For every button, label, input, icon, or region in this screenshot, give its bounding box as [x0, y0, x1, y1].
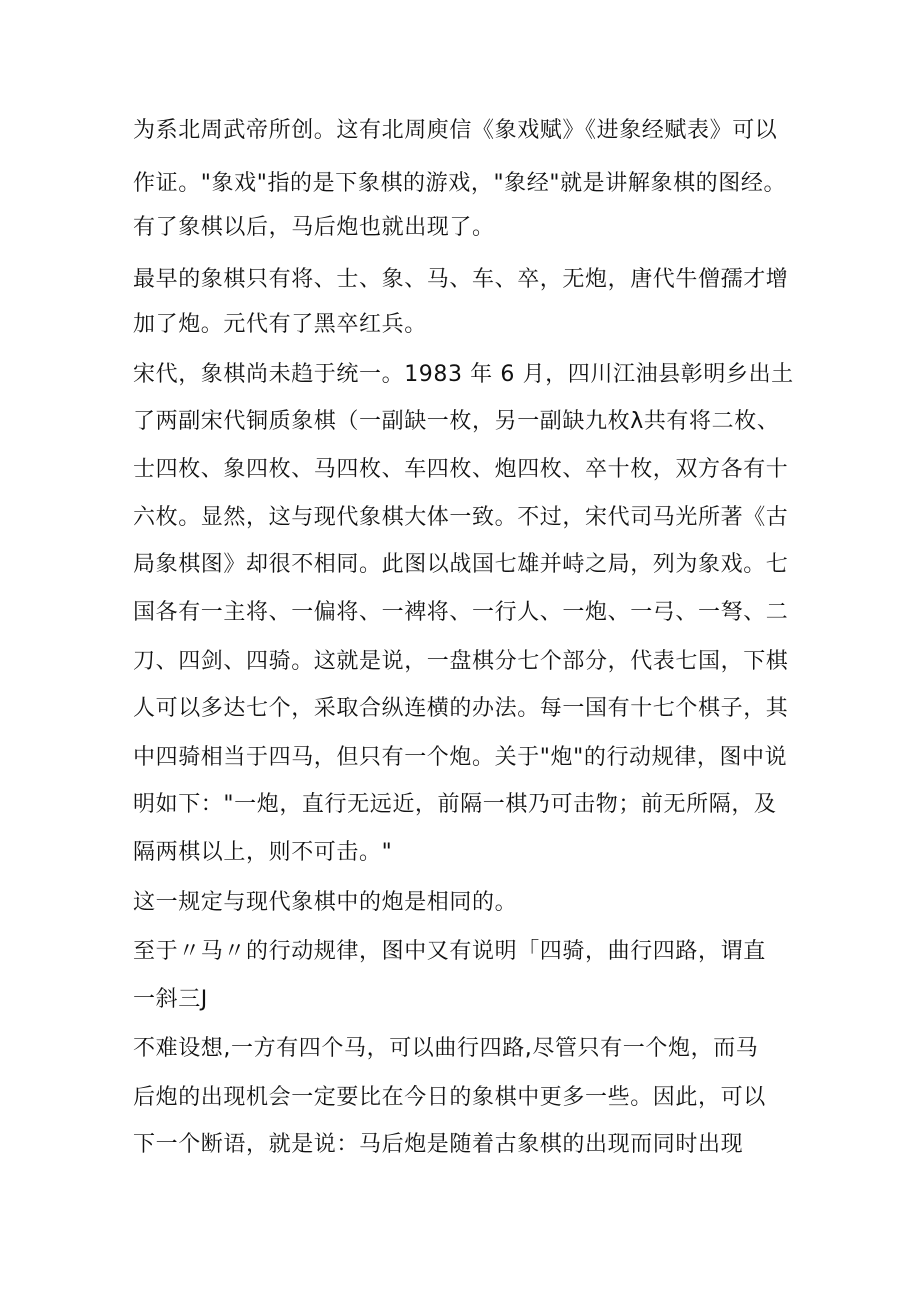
- text-line: 六枚。显然，这与现代象棋大体一致。不过，宋代司马光所著《古: [133, 505, 789, 530]
- text-line: 不难设想,一方有四个马，可以曲行四路,尽管只有一个炮，而马: [133, 1036, 759, 1061]
- text-line: 一斜三J: [133, 987, 208, 1012]
- text-line: 最早的象棋只有将、士、象、马、车、卒，无炮，唐代牛僧孺才增: [133, 267, 789, 292]
- text-line: 这一规定与现代象棋中的炮是相同的。: [133, 890, 518, 915]
- text-line: 至于〃马〃的行动规律，图中又有说明「四骑，曲行四路，谓直: [133, 939, 766, 964]
- text-line: 士四枚、象四枚、马四枚、车四枚、炮四枚、卒十枚，双方各有十: [133, 457, 789, 482]
- text-line: 宋代，象棋尚未趋于统一。1983 年 6 月，四川江油县彰明乡出土: [133, 362, 794, 387]
- text-line: 人可以多达七个，采取合纵连横的办法。每一国有十七个棋子，其: [133, 696, 789, 721]
- text-line: 刀、四剑、四骑。这就是说，一盘棋分七个部分，代表七国，下棋: [133, 649, 789, 674]
- text-line: 了两副宋代铜质象棋（一副缺一枚，另一副缺九枚λ共有将二枚、: [133, 409, 780, 434]
- text-line: 有了象棋以后，马后炮也就出现了。: [133, 215, 495, 240]
- text-line: 为系北周武帝所创。这有北周庾信《象戏赋》《进象经赋表》可以: [133, 118, 778, 143]
- text-line: 加了炮。元代有了黑卒红兵。: [133, 312, 427, 337]
- text-line: 中四骑相当于四马，但只有一个炮。关于"炮"的行动规律，图中说: [133, 745, 788, 770]
- text-line: 国各有一主将、一偏将、一裨将、一行人、一炮、一弓、一弩、二: [133, 600, 789, 625]
- text-line: 下一个断语，就是说：马后炮是随着古象棋的出现而同时出现: [133, 1132, 744, 1157]
- text-line: 作证。"象戏"指的是下象棋的游戏，"象经"就是讲解象棋的图经。: [133, 171, 787, 196]
- text-line: 隔两棋以上，则不可击。": [133, 840, 393, 865]
- text-line: 局象棋图》却很不相同。此图以战国七雄并峙之局，列为象戏。七: [133, 552, 789, 577]
- text-line: 后炮的出现机会一定要比在今日的象棋中更多一些。因此，可以: [133, 1085, 766, 1110]
- text-line: 明如下："一炮，直行无远近，前隔一棋乃可击物；前无所隔，及: [133, 792, 777, 817]
